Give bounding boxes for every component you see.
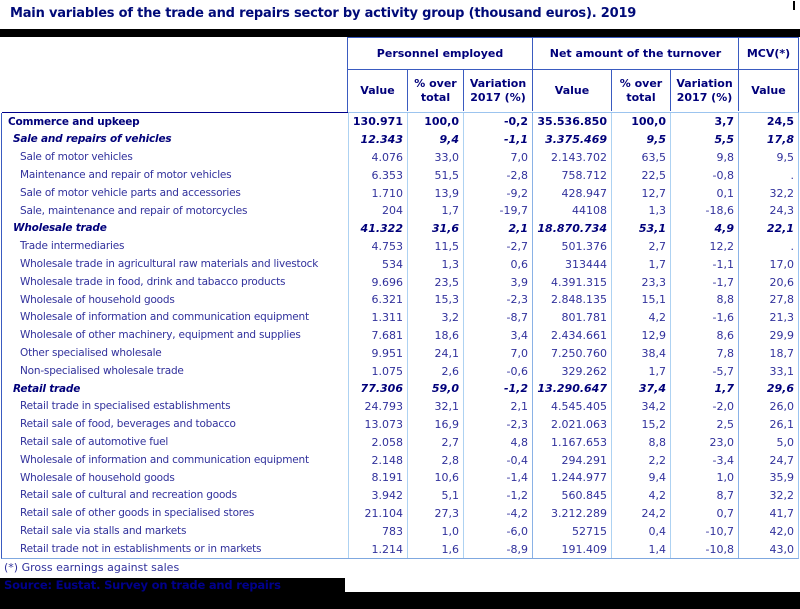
footnote: (*) Gross earnings against sales	[4, 561, 180, 574]
cell-personnel-pct-over-total: 1,6	[407, 540, 463, 558]
cell-turnover-pct-over-total: 9,4	[611, 469, 670, 487]
cell-mcv-value: 21,3	[738, 309, 798, 327]
cell-personnel-value: 1.710	[348, 184, 407, 202]
header-group-mcv: MCV(*)	[738, 38, 798, 70]
cell-turnover-value: 428.947	[532, 184, 611, 202]
cell-personnel-variation-2017: -19,7	[463, 202, 532, 220]
cell-personnel-variation-2017: 7,0	[463, 344, 532, 362]
row-label: Wholesale of other machinery, equipment and supplies	[20, 330, 301, 341]
cell-turnover-pct-over-total: 1,4	[611, 540, 670, 558]
cell-turnover-pct-over-total: 1,7	[611, 362, 670, 380]
row-label: Other specialised wholesale	[20, 348, 162, 359]
cell-turnover-pct-over-total: 38,4	[611, 344, 670, 362]
cell-mcv-value: 17,8	[738, 131, 798, 149]
cell-turnover-value: 4.545.405	[532, 398, 611, 416]
cell-personnel-variation-2017: 2,1	[463, 220, 532, 238]
row-label: Wholesale trade in agricultural raw materials and livestock	[20, 259, 319, 270]
header-personnel-pct-over-total: % over total	[407, 70, 463, 111]
row-label: Sale and repairs of vehicles	[13, 134, 172, 145]
cell-personnel-pct-over-total: 51,5	[407, 166, 463, 184]
cell-mcv-value: 18,7	[738, 344, 798, 362]
cell-turnover-value: 2.021.063	[532, 416, 611, 434]
cell-personnel-variation-2017: -2,8	[463, 166, 532, 184]
row-label: Retail trade	[13, 383, 81, 395]
row-label: Retail sale of automotive fuel	[20, 436, 169, 448]
table-row	[2, 220, 798, 238]
cell-turnover-pct-over-total: 53,1	[611, 220, 670, 238]
header-turnover-value: Value	[532, 70, 611, 111]
cell-turnover-pct-over-total: 34,2	[611, 398, 670, 416]
table-row	[2, 451, 798, 469]
cell-turnover-pct-over-total: 23,3	[611, 273, 670, 291]
cell-turnover-variation-2017: -2,0	[670, 398, 738, 416]
cell-turnover-value: 52715	[532, 522, 611, 540]
cell-turnover-variation-2017: 0,7	[670, 505, 738, 523]
cell-turnover-variation-2017: 7,8	[670, 344, 738, 362]
cell-turnover-variation-2017: -5,7	[670, 362, 738, 380]
cell-turnover-variation-2017: -1,7	[670, 273, 738, 291]
cell-personnel-value: 24.793	[348, 398, 407, 416]
cell-mcv-value: 17,0	[738, 255, 798, 273]
cell-mcv-value: 29,6	[738, 380, 798, 398]
cell-personnel-variation-2017: -1,1	[463, 131, 532, 149]
cell-personnel-pct-over-total: 16,9	[407, 416, 463, 434]
cell-personnel-variation-2017: 4,8	[463, 433, 532, 451]
header-group-personnel-employed: Personnel employed	[348, 38, 532, 70]
cell-turnover-variation-2017: 1,0	[670, 469, 738, 487]
cell-mcv-value: 26,1	[738, 416, 798, 434]
cell-turnover-pct-over-total: 63,5	[611, 149, 670, 167]
cell-personnel-pct-over-total: 2,7	[407, 433, 463, 451]
cell-personnel-value: 13.073	[348, 416, 407, 434]
cell-turnover-value: 35.536.850	[532, 113, 611, 131]
cell-personnel-variation-2017: -8,9	[463, 540, 532, 558]
cell-personnel-value: 783	[348, 522, 407, 540]
cell-turnover-variation-2017: 23,0	[670, 433, 738, 451]
table-row	[2, 398, 798, 416]
cell-turnover-value: 13.290.647	[532, 380, 611, 398]
cell-personnel-value: 12.343	[348, 131, 407, 149]
cell-personnel-pct-over-total: 15,3	[407, 291, 463, 309]
cell-turnover-pct-over-total: 2,2	[611, 451, 670, 469]
table-body	[1, 113, 799, 559]
cell-turnover-value: 3.375.469	[532, 131, 611, 149]
cell-mcv-value: 27,8	[738, 291, 798, 309]
cell-personnel-value: 4.076	[348, 149, 407, 167]
cell-mcv-value: 22,1	[738, 220, 798, 238]
cell-personnel-pct-over-total: 3,2	[407, 309, 463, 327]
table-row	[2, 362, 798, 380]
cell-turnover-value: 2.848.135	[532, 291, 611, 309]
cell-turnover-value: 44108	[532, 202, 611, 220]
table-row	[2, 131, 798, 149]
cell-turnover-pct-over-total: 9,5	[611, 131, 670, 149]
cell-personnel-pct-over-total: 13,9	[407, 184, 463, 202]
cell-personnel-variation-2017: 3,9	[463, 273, 532, 291]
table-row	[2, 505, 798, 523]
cell-mcv-value: 24,3	[738, 202, 798, 220]
bottom-bar	[0, 592, 800, 609]
cell-personnel-variation-2017: 3,4	[463, 327, 532, 345]
table-row	[2, 113, 798, 131]
cell-personnel-pct-over-total: 2,6	[407, 362, 463, 380]
cell-personnel-variation-2017: -8,7	[463, 309, 532, 327]
table-header	[347, 37, 799, 113]
cell-personnel-pct-over-total: 100,0	[407, 113, 463, 131]
cell-turnover-variation-2017: 8,6	[670, 327, 738, 345]
cell-personnel-value: 130.971	[348, 113, 407, 131]
cell-turnover-value: 7.250.760	[532, 344, 611, 362]
top-right-border-artifact	[793, 1, 795, 10]
row-label: Retail sale of cultural and recreation goods	[20, 490, 237, 501]
cell-turnover-variation-2017: 8,7	[670, 487, 738, 505]
cell-turnover-variation-2017: 1,7	[670, 380, 738, 398]
table-row	[2, 416, 798, 434]
cell-turnover-variation-2017: -1,6	[670, 309, 738, 327]
cell-turnover-pct-over-total: 2,7	[611, 238, 670, 256]
table-row	[2, 166, 798, 184]
cell-mcv-value: 32,2	[738, 184, 798, 202]
cell-personnel-value: 41.322	[348, 220, 407, 238]
header-turnover-variation-2017: Variation 2017 (%)	[670, 70, 738, 111]
cell-turnover-pct-over-total: 24,2	[611, 505, 670, 523]
cell-turnover-pct-over-total: 100,0	[611, 113, 670, 131]
cell-turnover-value: 758.712	[532, 166, 611, 184]
cell-personnel-variation-2017: -2,7	[463, 238, 532, 256]
table-row	[2, 433, 798, 451]
header-mcv-value: Value	[738, 70, 798, 111]
cell-turnover-pct-over-total: 1,3	[611, 202, 670, 220]
cell-turnover-value: 3.212.289	[532, 505, 611, 523]
cell-personnel-variation-2017: -1,2	[463, 487, 532, 505]
cell-turnover-pct-over-total: 22,5	[611, 166, 670, 184]
row-label: Wholesale trade	[13, 223, 107, 234]
cell-personnel-pct-over-total: 9,4	[407, 131, 463, 149]
cell-personnel-variation-2017: -0,2	[463, 113, 532, 131]
cell-turnover-pct-over-total: 1,7	[611, 255, 670, 273]
cell-personnel-variation-2017: 0,6	[463, 255, 532, 273]
cell-personnel-variation-2017: -0,6	[463, 362, 532, 380]
cell-turnover-variation-2017: -10,7	[670, 522, 738, 540]
table-row	[2, 380, 798, 398]
cell-turnover-variation-2017: -1,1	[670, 255, 738, 273]
cell-turnover-value: 560.845	[532, 487, 611, 505]
header-turnover-pct-over-total: % over total	[611, 70, 670, 111]
row-label: Sale, maintenance and repair of motorcycles	[20, 205, 248, 217]
cell-turnover-value: 1.167.653	[532, 433, 611, 451]
cell-mcv-value: 41,7	[738, 505, 798, 523]
table-row	[2, 469, 798, 487]
cell-personnel-value: 9.696	[348, 273, 407, 291]
cell-personnel-pct-over-total: 18,6	[407, 327, 463, 345]
cell-mcv-value: 24,5	[738, 113, 798, 131]
cell-mcv-value: 5,0	[738, 433, 798, 451]
table-row	[2, 273, 798, 291]
cell-turnover-value: 2.434.661	[532, 327, 611, 345]
cell-mcv-value: 43,0	[738, 540, 798, 558]
cell-mcv-value: 42,0	[738, 522, 798, 540]
cell-turnover-value: 2.143.702	[532, 149, 611, 167]
row-label: Wholesale of information and communication equipment	[20, 312, 309, 323]
cell-personnel-pct-over-total: 24,1	[407, 344, 463, 362]
cell-turnover-variation-2017: 12,2	[670, 238, 738, 256]
cell-turnover-pct-over-total: 4,2	[611, 309, 670, 327]
cell-turnover-value: 191.409	[532, 540, 611, 558]
cell-mcv-value: 9,5	[738, 149, 798, 167]
cell-mcv-value: 26,0	[738, 398, 798, 416]
cell-mcv-value: .	[738, 238, 798, 256]
cell-personnel-pct-over-total: 27,3	[407, 505, 463, 523]
cell-personnel-value: 8.191	[348, 469, 407, 487]
header-personnel-value: Value	[360, 83, 395, 97]
cell-personnel-variation-2017: -1,4	[463, 469, 532, 487]
cell-turnover-variation-2017: 3,7	[670, 113, 738, 131]
cell-turnover-variation-2017: -18,6	[670, 202, 738, 220]
cell-personnel-value: 534	[348, 255, 407, 273]
table-row	[2, 202, 798, 220]
table-row	[2, 238, 798, 256]
cell-turnover-variation-2017: 9,8	[670, 149, 738, 167]
cell-personnel-pct-over-total: 31,6	[407, 220, 463, 238]
table-row	[2, 344, 798, 362]
cell-mcv-value: 24,7	[738, 451, 798, 469]
source-bar	[0, 578, 345, 592]
cell-personnel-pct-over-total: 1,7	[407, 202, 463, 220]
cell-turnover-pct-over-total: 15,1	[611, 291, 670, 309]
cell-personnel-variation-2017: -0,4	[463, 451, 532, 469]
page-title: Main variables of the trade and repairs sector by activity group (thousand euros). 2019	[10, 6, 637, 21]
cell-personnel-pct-over-total: 5,1	[407, 487, 463, 505]
row-label: Commerce and upkeep	[8, 116, 140, 128]
table-row	[2, 522, 798, 540]
table-row	[2, 149, 798, 167]
cell-personnel-value: 3.942	[348, 487, 407, 505]
cell-personnel-value: 2.148	[348, 451, 407, 469]
cell-personnel-value: 21.104	[348, 505, 407, 523]
cell-personnel-variation-2017: -2,3	[463, 291, 532, 309]
cell-personnel-value: 7.681	[348, 327, 407, 345]
cell-mcv-value: 33,1	[738, 362, 798, 380]
cell-turnover-value: 4.391.315	[532, 273, 611, 291]
cell-personnel-value: 6.353	[348, 166, 407, 184]
table-row	[2, 327, 798, 345]
cell-turnover-pct-over-total: 4,2	[611, 487, 670, 505]
cell-turnover-pct-over-total: 8,8	[611, 433, 670, 451]
cell-turnover-variation-2017: -0,8	[670, 166, 738, 184]
cell-personnel-variation-2017: 2,1	[463, 398, 532, 416]
cell-personnel-value: 6.321	[348, 291, 407, 309]
table-row	[2, 184, 798, 202]
row-label: Non-specialised wholesale trade	[20, 365, 184, 377]
cell-personnel-value: 9.951	[348, 344, 407, 362]
source-text: Source: Eustat. Survey on trade and repairs	[4, 578, 281, 592]
header-group-row	[348, 38, 798, 70]
cell-turnover-value: 329.262	[532, 362, 611, 380]
cell-turnover-variation-2017: 0,1	[670, 184, 738, 202]
row-label: Maintenance and repair of motor vehicles	[20, 170, 232, 181]
row-label: Retail sale via stalls and markets	[20, 525, 187, 537]
row-label: Sale of motor vehicle parts and accessories	[20, 187, 241, 199]
cell-turnover-value: 294.291	[532, 451, 611, 469]
cell-turnover-value: 313444	[532, 255, 611, 273]
header-group-net-turnover: Net amount of the turnover	[532, 38, 738, 70]
row-label: Wholesale of household goods	[20, 472, 175, 484]
cell-mcv-value: 20,6	[738, 273, 798, 291]
cell-turnover-value: 501.376	[532, 238, 611, 256]
row-label: Sale of motor vehicles	[20, 152, 133, 163]
cell-turnover-value: 1.244.977	[532, 469, 611, 487]
table-row	[2, 255, 798, 273]
cell-turnover-variation-2017: -3,4	[670, 451, 738, 469]
row-label: Retail trade in specialised establishments	[20, 401, 231, 412]
cell-turnover-pct-over-total: 12,7	[611, 184, 670, 202]
table-row	[2, 540, 798, 558]
row-label: Retail sale of food, beverages and tobacco	[20, 419, 236, 430]
cell-personnel-value: 4.753	[348, 238, 407, 256]
cell-turnover-pct-over-total: 37,4	[611, 380, 670, 398]
cell-turnover-variation-2017: 8,8	[670, 291, 738, 309]
row-label: Wholesale trade in food, drink and tabacco products	[20, 276, 286, 288]
cell-personnel-pct-over-total: 10,6	[407, 469, 463, 487]
cell-personnel-pct-over-total: 1,3	[407, 255, 463, 273]
cell-personnel-variation-2017: -6,0	[463, 522, 532, 540]
table-row	[2, 487, 798, 505]
cell-personnel-value: 1.311	[348, 309, 407, 327]
row-label: Wholesale of household goods	[20, 294, 175, 306]
cell-personnel-value: 1.075	[348, 362, 407, 380]
cell-personnel-pct-over-total: 23,5	[407, 273, 463, 291]
cell-mcv-value: 32,2	[738, 487, 798, 505]
cell-personnel-value: 2.058	[348, 433, 407, 451]
cell-personnel-variation-2017: -1,2	[463, 380, 532, 398]
cell-personnel-pct-over-total: 59,0	[407, 380, 463, 398]
cell-personnel-pct-over-total: 33,0	[407, 149, 463, 167]
table-row	[2, 309, 798, 327]
row-label: Trade intermediaries	[20, 241, 125, 252]
cell-personnel-value: 204	[348, 202, 407, 220]
cell-turnover-variation-2017: 4,9	[670, 220, 738, 238]
cell-turnover-value: 18.870.734	[532, 220, 611, 238]
table-row	[2, 291, 798, 309]
cell-turnover-variation-2017: 5,5	[670, 131, 738, 149]
cell-mcv-value: .	[738, 166, 798, 184]
cell-turnover-pct-over-total: 12,9	[611, 327, 670, 345]
cell-personnel-pct-over-total: 11,5	[407, 238, 463, 256]
cell-turnover-variation-2017: 2,5	[670, 416, 738, 434]
cell-personnel-pct-over-total: 1,0	[407, 522, 463, 540]
cell-turnover-pct-over-total: 0,4	[611, 522, 670, 540]
cell-turnover-value: 801.781	[532, 309, 611, 327]
cell-personnel-variation-2017: -2,3	[463, 416, 532, 434]
cell-personnel-pct-over-total: 2,8	[407, 451, 463, 469]
cell-personnel-value: 1.214	[348, 540, 407, 558]
cell-mcv-value: 29,9	[738, 327, 798, 345]
header-sub-row	[348, 70, 798, 111]
cell-personnel-pct-over-total: 32,1	[407, 398, 463, 416]
cell-mcv-value: 35,9	[738, 469, 798, 487]
row-label: Wholesale of information and communication equipment	[20, 454, 309, 466]
cell-personnel-value: 77.306	[348, 380, 407, 398]
cell-personnel-variation-2017: 7,0	[463, 149, 532, 167]
cell-personnel-variation-2017: -4,2	[463, 505, 532, 523]
cell-turnover-pct-over-total: 15,2	[611, 416, 670, 434]
cell-personnel-variation-2017: -9,2	[463, 184, 532, 202]
row-label: Retail sale of other goods in specialised stores	[20, 508, 255, 519]
title-underline-bar	[0, 29, 800, 37]
cell-turnover-variation-2017: -10,8	[670, 540, 738, 558]
header-personnel-variation-2017: Variation 2017 (%)	[463, 70, 532, 111]
row-label: Retail trade not in establishments or in markets	[20, 543, 262, 555]
